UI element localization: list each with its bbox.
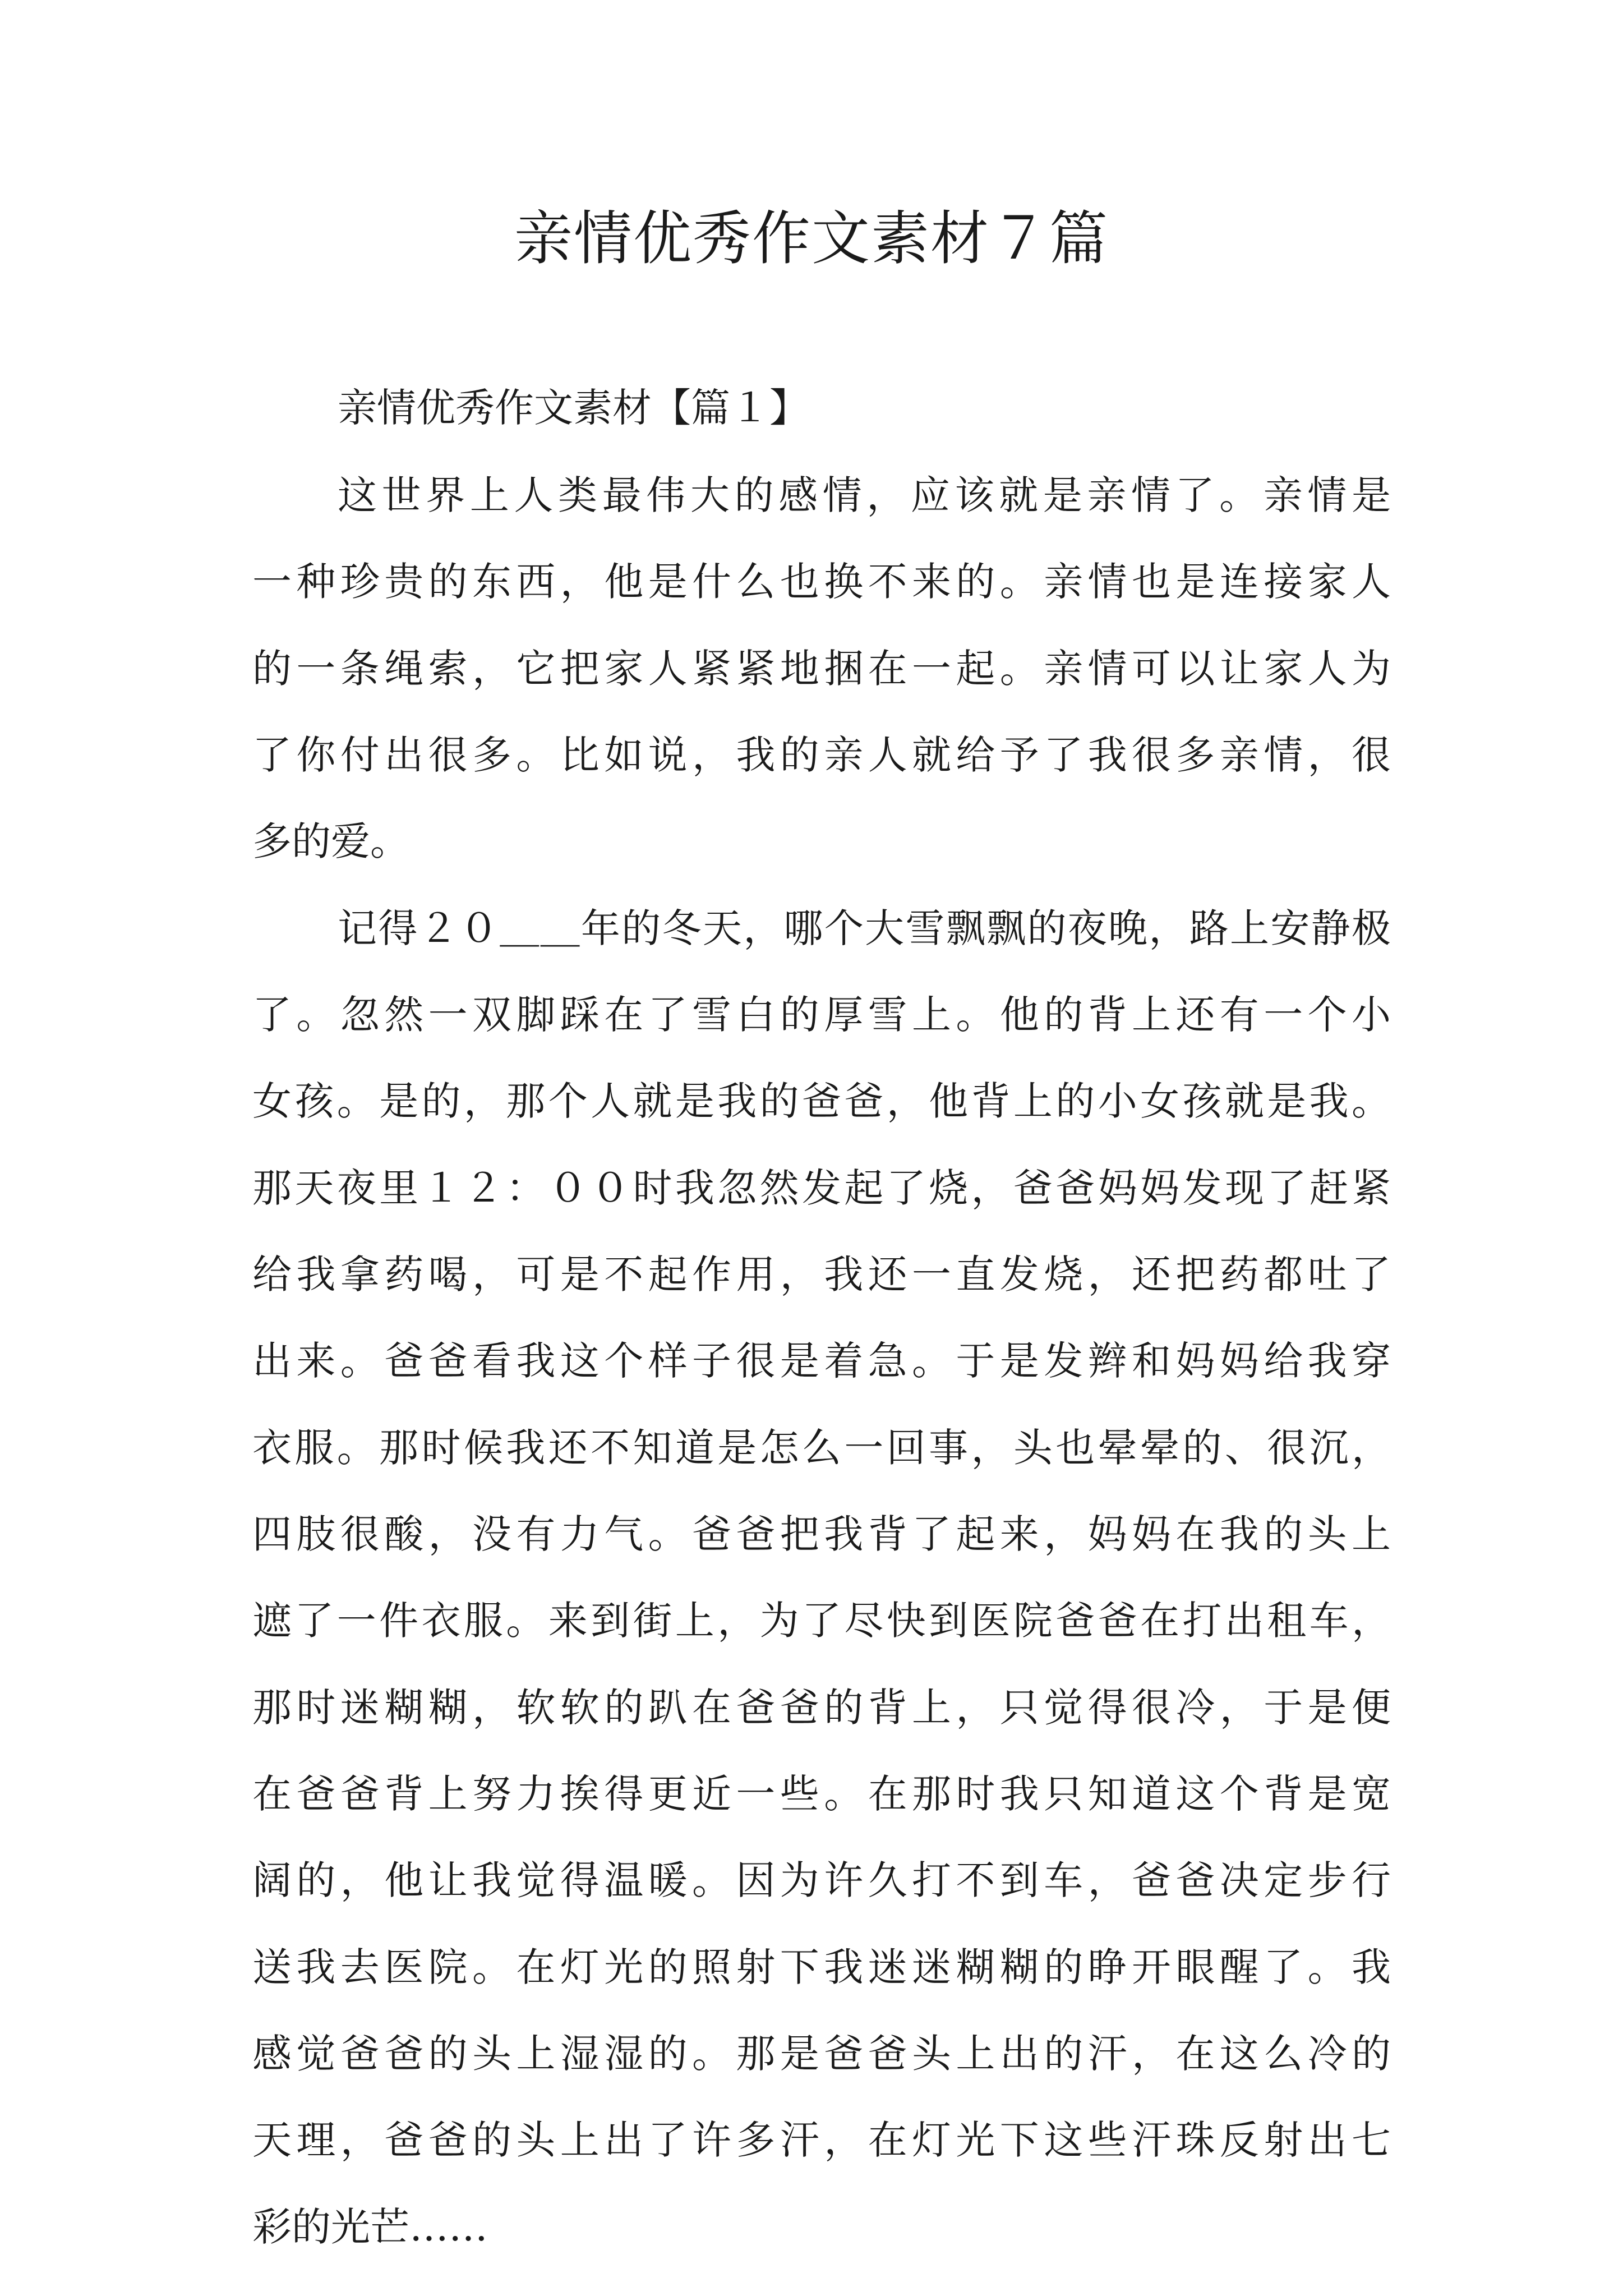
document-title: 亲情优秀作文素材７篇 — [514, 204, 1109, 273]
paragraph-line: 遮了一件衣服。来到街上，为了尽快到医院爸爸在打出租车， — [252, 1598, 1391, 1644]
section-heading: 亲情优秀作文素材【篇１】 — [338, 385, 809, 431]
paragraph-line: 记得２０＿＿年的冬天，哪个大雪飘飘的夜晚，路上安静极 — [338, 905, 1391, 951]
paragraph-line: 那天夜里１２：００时我忽然发起了烧，爸爸妈妈发现了赶紧 — [252, 1165, 1391, 1211]
paragraph-line: 送我去医院。在灯光的照射下我迷迷糊糊的睁开眼醒了。我 — [252, 1944, 1391, 1990]
paragraph-line: 感觉爸爸的头上湿湿的。那是爸爸头上出的汗，在这么冷的 — [252, 2031, 1391, 2077]
paragraph-line: 天理，爸爸的头上出了许多汗，在灯光下这些汗珠反射出七 — [252, 2117, 1391, 2163]
paragraph-line: 这世界上人类最伟大的感情，应该就是亲情了。亲情是 — [338, 472, 1391, 518]
paragraph-line: 了你付出很多。比如说，我的亲人就给予了我很多亲情，很 — [252, 732, 1391, 778]
paragraph-line: 彩的光芒…… — [252, 2204, 488, 2250]
paragraph-line: 在爸爸背上努力挨得更近一些。在那时我只知道这个背是宽 — [252, 1771, 1391, 1817]
paragraph-line: 出来。爸爸看我这个样子很是着急。于是发辫和妈妈给我穿 — [252, 1338, 1391, 1384]
paragraph-line: 衣服。那时候我还不知道是怎么一回事，头也晕晕的、很沉， — [252, 1425, 1391, 1471]
paragraph-line: 多的爱。 — [252, 818, 409, 864]
paragraph-line: 一种珍贵的东西，他是什么也换不来的。亲情也是连接家人 — [252, 559, 1391, 605]
paragraph-line: 那时迷糊糊，软软的趴在爸爸的背上，只觉得很冷，于是便 — [252, 1685, 1391, 1731]
paragraph-line: 女孩。是的，那个人就是我的爸爸，他背上的小女孩就是我。 — [252, 1078, 1391, 1124]
paragraph-line: 阔的，他让我觉得温暖。因为许久打不到车，爸爸决定步行 — [252, 1857, 1391, 1903]
paragraph-line: 四肢很酸，没有力气。爸爸把我背了起来，妈妈在我的头上 — [252, 1511, 1391, 1557]
paragraph-line: 给我拿药喝，可是不起作用，我还一直发烧，还把药都吐了 — [252, 1251, 1391, 1297]
paragraph-line: 了。忽然一双脚踩在了雪白的厚雪上。他的背上还有一个小 — [252, 992, 1391, 1038]
paragraph-line: 的一条绳索，它把家人紧紧地捆在一起。亲情可以让家人为 — [252, 646, 1391, 692]
